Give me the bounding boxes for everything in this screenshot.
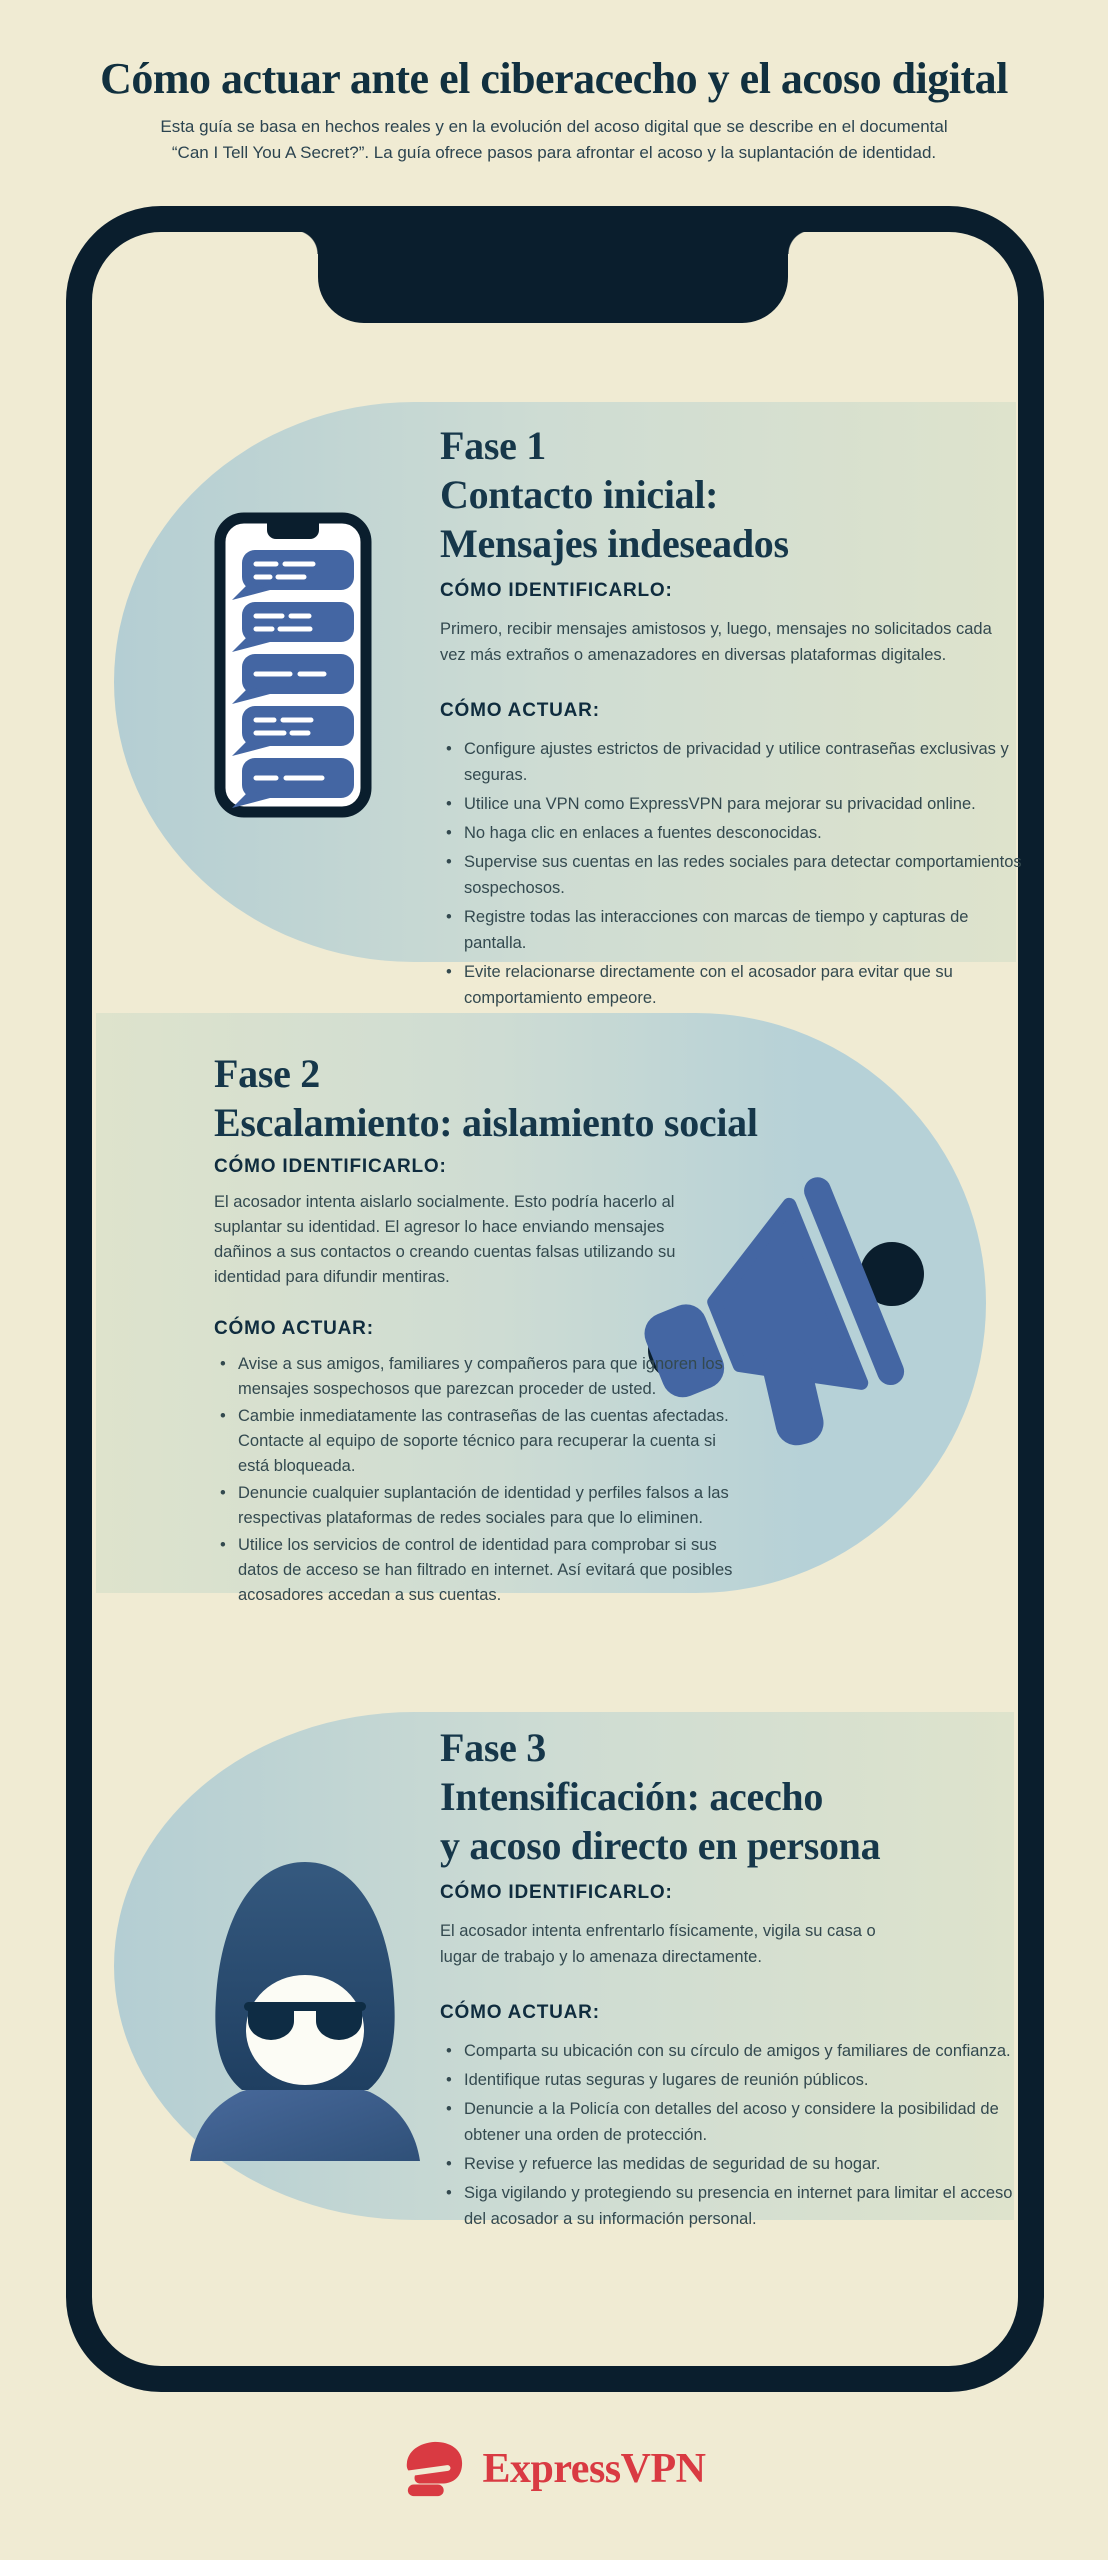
page-title: Cómo actuar ante el ciberacecho y el acoso digital xyxy=(100,54,1008,104)
action-item: • Denuncie a la Policía con detalles del acoso y considere la posibilidad de obtener una orden de protección. xyxy=(440,2096,1030,2148)
footer-brand xyxy=(0,2440,1108,2498)
phase-1-title xyxy=(440,422,1025,568)
phase-2-title-line-1: Escalamiento: aislamiento social xyxy=(214,1099,758,1145)
phase-3-actions-list xyxy=(440,2038,1030,2232)
phase-3-title-line-2: y acoso directo en persona xyxy=(440,1822,881,1868)
action-item: • Utilice los servicios de control de identidad para comprobar si sus datos de acceso se han filtrado en internet. Así evitará que posibles acosadores accedan a sus cuentas. xyxy=(214,1533,734,1608)
phase-2-title xyxy=(214,1050,794,1148)
action-item: • Revise y refuerce las medidas de seguridad de su hogar. xyxy=(440,2151,1030,2177)
action-item: • No haga clic en enlaces a fuentes desconocidas. xyxy=(440,820,1025,846)
phase-2-label: Fase 2 xyxy=(214,1051,320,1096)
phase-1-title-line-1: Contacto inicial: xyxy=(440,471,719,517)
action-item: • Siga vigilando y protegiendo su presencia en internet para limitar el acceso del acosador a su información personal. xyxy=(440,2180,1030,2232)
notch-fillet-right xyxy=(788,230,812,254)
phase-3-title xyxy=(440,1724,1030,1870)
act-heading: CÓMO ACTUAR: xyxy=(440,2002,600,2024)
action-item: • Avise a sus amigos, familiares y compañeros para que ignoren los mensajes sospechosos que parezcan proceder de usted. xyxy=(214,1352,734,1402)
phase-3-section xyxy=(440,1724,1030,2235)
phone-notch xyxy=(318,206,788,323)
action-item: • Identifique rutas seguras y lugares de reunión públicos. xyxy=(440,2067,1030,2093)
page-subtitle: Esta guía se basa en hechos reales y en la evolución del acoso digital que se describe en el documental “Can I Tell You A Secret?”. La guía ofrece pasos para afrontar el acoso y la suplantación de identidad. xyxy=(160,117,948,163)
action-item: • Comparta su ubicación con su círculo de amigos y familiares de confianza. xyxy=(440,2038,1030,2064)
identify-text: El acosador intenta aislarlo socialmente. Esto podría hacerlo al suplantar su identidad. El agresor lo hace enviando mensajes dañinos a sus contactos o creando cuentas falsas utilizando su identidad para difundir mentiras. xyxy=(214,1192,676,1286)
action-item: • Supervise sus cuentas en las redes sociales para detectar comportamientos sospechosos. xyxy=(440,849,1025,901)
phone-messages-icon xyxy=(214,512,372,818)
phase-2-actions-list xyxy=(214,1352,734,1608)
phase-1-actions-list xyxy=(440,736,1025,1011)
action-item: • Utilice una VPN como ExpressVPN para mejorar su privacidad online. xyxy=(440,791,1025,817)
brand-wordmark: ExpressVPN xyxy=(482,2446,706,2492)
identify-heading: CÓMO IDENTIFICARLO: xyxy=(440,580,673,602)
expressvpn-logo-icon xyxy=(403,2440,465,2498)
act-heading: CÓMO ACTUAR: xyxy=(440,700,600,722)
notch-fillet-left xyxy=(294,230,318,254)
action-item: • Denuncie cualquier suplantación de identidad y perfiles falsos a las respectivas plataformas de redes sociales para que lo eliminen. xyxy=(214,1481,734,1531)
phase-1-title-line-2: Mensajes indeseados xyxy=(440,520,789,566)
action-item: • Registre todas las interacciones con marcas de tiempo y capturas de pantalla. xyxy=(440,904,1025,956)
identify-text: Primero, recibir mensajes amistosos y, luego, mensajes no solicitados cada vez más extraños o amenazadores en diversas plataformas digitales. xyxy=(440,620,992,665)
action-item: • Cambie inmediatamente las contraseñas de las cuentas afectadas. Contacte al equipo de soporte técnico para recuperar la cuenta si está bloqueada. xyxy=(214,1404,734,1479)
stalker-icon xyxy=(180,1856,430,2161)
phase-3-label: Fase 3 xyxy=(440,1725,546,1770)
phase-2-section xyxy=(214,1050,794,1610)
action-item: • Evite relacionarse directamente con el acosador para evitar que su comportamiento empeore. xyxy=(440,959,1025,1011)
act-heading: CÓMO ACTUAR: xyxy=(214,1317,374,1339)
phase-1-label: Fase 1 xyxy=(440,423,546,468)
identify-heading: CÓMO IDENTIFICARLO: xyxy=(214,1155,447,1177)
identify-heading: CÓMO IDENTIFICARLO: xyxy=(440,1882,673,1904)
phase-3-title-line-1: Intensificación: acecho xyxy=(440,1773,824,1819)
identify-text: El acosador intenta enfrentarlo físicamente, vigila su casa o lugar de trabajo y lo amenaza directamente. xyxy=(440,1922,876,1967)
action-item: • Configure ajustes estrictos de privacidad y utilice contraseñas exclusivas y seguras. xyxy=(440,736,1025,788)
phase-1-section xyxy=(440,422,1025,1014)
